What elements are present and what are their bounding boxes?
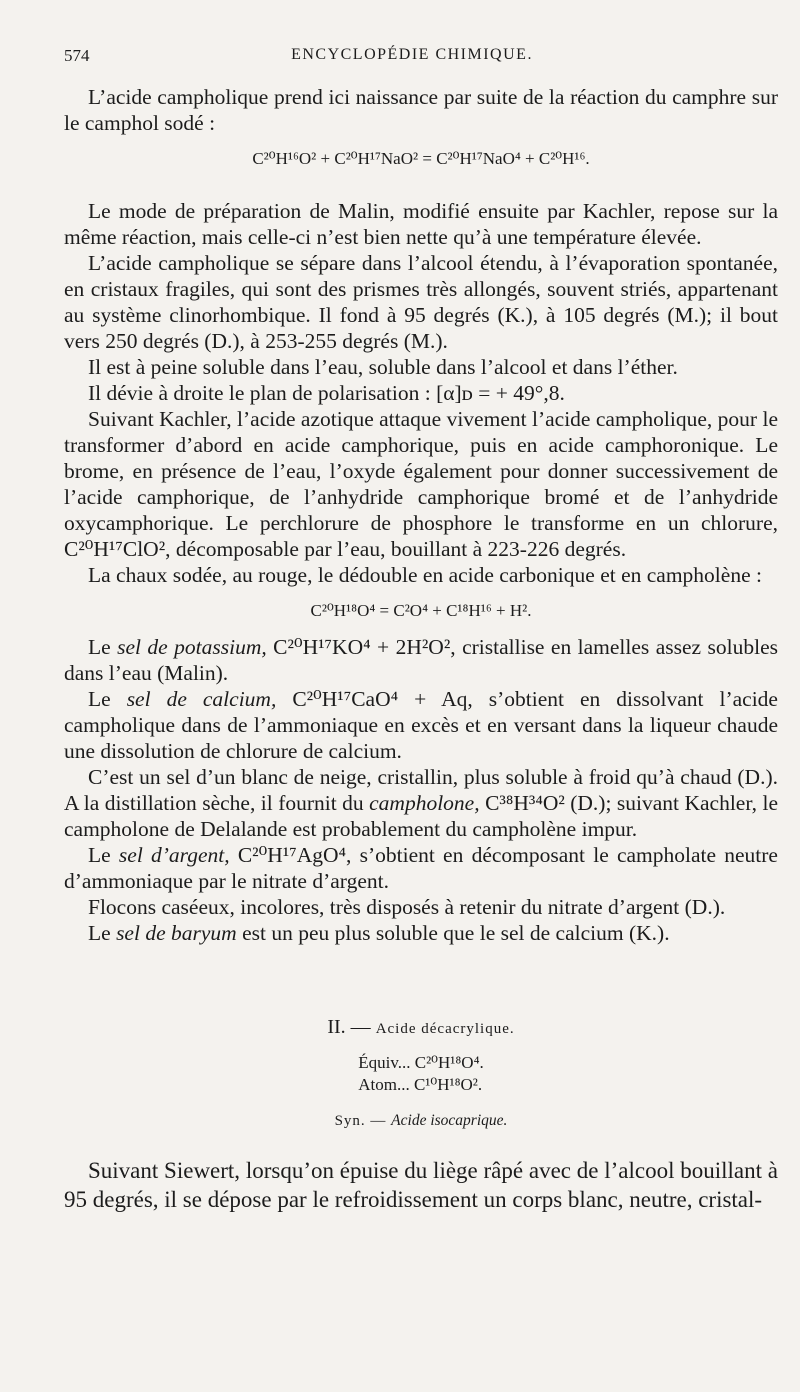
- italic-term: sel de potassium,: [117, 635, 267, 659]
- text: Le: [88, 687, 127, 711]
- text: Le: [88, 635, 118, 659]
- italic-term: campholone,: [369, 791, 480, 815]
- paragraph: [64, 842, 778, 894]
- text: est un peu plus soluble que le sel de calcium (K.).: [236, 921, 670, 945]
- paragraph: Suivant Kachler, l’acide azotique attaque vivement l’acide campholique, pour le transformer d’abord en acide camphorique, puis en acide camphoronique. Le brome, en présence de l’eau, l’oxyde également pour donner successivement de l’acide camphorique, de l’anhydride camphorique bromé et de l’anhydride oxycamphorique. Le perchlorure de phosphore le transforme en un chlorure, C²⁰H¹⁷ClO², décomposable par l’eau, bouillant à 223-226 degrés.: [64, 407, 778, 561]
- paragraph: Flocons caséeux, incolores, très disposés à retenir du nitrate d’argent (D.).: [88, 895, 726, 919]
- paragraph: [64, 634, 778, 686]
- page-header: [64, 46, 760, 72]
- page-body: [64, 84, 778, 1214]
- paragraph: L’acide campholique prend ici naissance par suite de la réaction du camphre sur le camphol sodé :: [64, 85, 778, 135]
- formula: C²⁰H¹⁶O² + C²⁰H¹⁷NaO² = C²⁰H¹⁷NaO⁴ + C²⁰H¹⁶.: [252, 149, 590, 168]
- synonym-line: [64, 1108, 778, 1134]
- paragraph: Le mode de préparation de Malin, modifié ensuite par Kachler, repose sur la même réaction, mais celle-ci n’est bien nette qu’à une température élevée.: [64, 199, 778, 249]
- section-title: Acide décacrylique.: [375, 1021, 515, 1037]
- paragraph: [64, 920, 778, 946]
- running-head: ENCYCLOPÉDIE CHIMIQUE.: [291, 46, 533, 63]
- paragraph: La chaux sodée, au rouge, le dédouble en acide carbonique et en campholène :: [88, 563, 762, 587]
- equivalents: [64, 1052, 778, 1096]
- syn-label: Syn. —: [334, 1113, 392, 1129]
- text: C³⁸H³⁴O² (D.); suivant Kachler, le campholone de Delalande est probablement du campholène impur.: [64, 791, 778, 841]
- paragraph: [64, 686, 778, 764]
- syn-text: Acide isocaprique.: [391, 1112, 508, 1129]
- italic-term: sel de calcium,: [126, 687, 277, 711]
- text: C’est un sel d’un blanc de neige, cristallin, plus soluble à froid qu’à chaud (D.). A la distillation sèche, il fournit du: [64, 765, 778, 815]
- paragraph: Il dévie à droite le plan de polarisation : [α]ᴅ = + 49°,8.: [88, 381, 565, 405]
- italic-term: sel d’argent,: [118, 843, 230, 867]
- paragraph: Suivant Siewert, lorsqu’on épuise du liège râpé avec de l’alcool bouillant à 95 degrés, il se dépose par le refroidissement un corps blanc, neutre, cristal-: [64, 1158, 778, 1212]
- text: C²⁰H¹⁷AgO⁴, s’obtient en décomposant le campholate neutre d’ammoniaque par le nitrate d’argent.: [64, 843, 778, 893]
- equiv-line: Équiv... C²⁰H¹⁸O⁴.: [358, 1053, 484, 1072]
- text: Le: [88, 843, 119, 867]
- section-number: II. —: [327, 1016, 376, 1038]
- italic-term: sel de baryum: [116, 921, 237, 945]
- page-number: 574: [64, 46, 90, 65]
- paragraph: Il est à peine soluble dans l’eau, soluble dans l’alcool et dans l’éther.: [88, 355, 678, 379]
- paragraph: [64, 764, 778, 842]
- formula: C²⁰H¹⁸O⁴ = C²O⁴ + C¹⁸H¹⁶ + H².: [310, 601, 532, 620]
- atom-line: Atom... C¹⁰H¹⁸O².: [358, 1075, 483, 1094]
- text: Le: [88, 921, 117, 945]
- text: C²⁰H¹⁷CaO⁴ + Aq, s’obtient en dissolvant l’acide campholique dans de l’ammoniaque en excès et en versant dans la liqueur chaude une dissolution de chlorure de calcium.: [64, 687, 778, 763]
- paragraph: L’acide campholique se sépare dans l’alcool étendu, à l’évaporation spontanée, en cristaux fragiles, qui sont des prismes très allongés, souvent striés, appartenant au système clinorhombique. Il fond à 95 degrés (K.), à 105 degrés (M.); il bout vers 250 degrés (D.), à 253-255 degrés (M.).: [64, 251, 778, 353]
- section-heading: [64, 1014, 778, 1042]
- text: C²⁰H¹⁷KO⁴ + 2H²O², cristallise en lamelles assez solubles dans l’eau (Malin).: [64, 635, 778, 685]
